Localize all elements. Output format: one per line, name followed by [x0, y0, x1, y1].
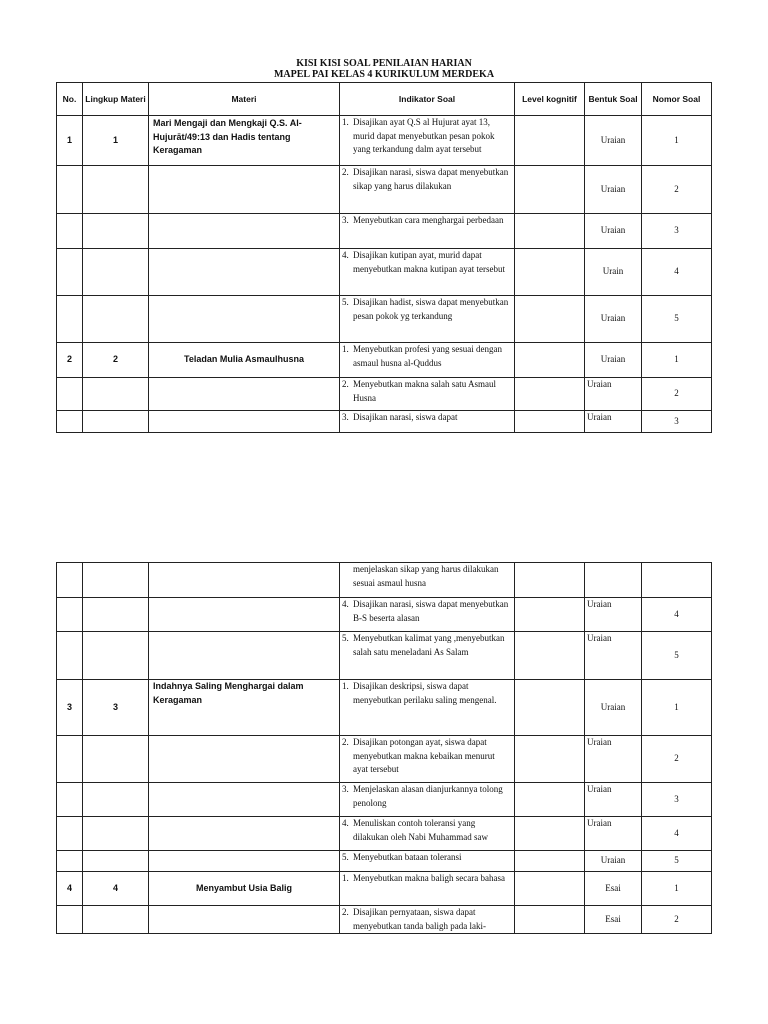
cell-nomor-soal: 5: [642, 851, 712, 872]
cell-no: [57, 563, 83, 598]
cell-nomor-soal: 4: [642, 817, 712, 851]
table-row: [57, 906, 712, 934]
cell-bentuk-soal: Uraian: [585, 166, 642, 214]
cell-bentuk-soal: [585, 563, 642, 598]
kisi-table-page2: [56, 562, 712, 934]
cell-materi: [149, 783, 340, 817]
indikator-number: 2.: [342, 737, 349, 747]
cell-nomor-soal: 5: [642, 296, 712, 343]
cell-nomor-soal: 1: [642, 872, 712, 906]
cell-nomor-soal: 5: [642, 632, 712, 680]
cell-level-kognitif: [515, 817, 585, 851]
cell-no: [57, 411, 83, 433]
cell-materi: [149, 632, 340, 680]
cell-no: [57, 783, 83, 817]
indikator-number: 2.: [342, 167, 349, 177]
header-lingkup-materi: Lingkup Materi: [83, 83, 149, 116]
cell-indikator-soal: [340, 680, 515, 736]
cell-no: 1: [57, 116, 83, 166]
cell-bentuk-soal: Uraian: [585, 598, 642, 632]
cell-lingkup-materi: 3: [83, 680, 149, 736]
cell-bentuk-soal: Uraian: [585, 736, 642, 783]
cell-no: [57, 598, 83, 632]
indikator-text: Disajikan narasi, siswa dapat: [353, 412, 458, 422]
cell-materi: [149, 906, 340, 934]
cell-lingkup-materi: [83, 563, 149, 598]
cell-indikator-soal: [340, 851, 515, 872]
cell-level-kognitif: [515, 296, 585, 343]
cell-no: [57, 249, 83, 296]
cell-lingkup-materi: [83, 214, 149, 249]
cell-lingkup-materi: 4: [83, 872, 149, 906]
cell-bentuk-soal: Uraian: [585, 817, 642, 851]
cell-level-kognitif: [515, 680, 585, 736]
cell-lingkup-materi: 1: [83, 116, 149, 166]
cell-nomor-soal: 4: [642, 598, 712, 632]
cell-no: [57, 214, 83, 249]
cell-indikator-soal: [340, 411, 515, 433]
cell-materi: Mari Mengaji dan Mengkaji Q.S. Al-Hujurāt/49:13 dan Hadis tentang Keragaman: [149, 116, 340, 166]
cell-indikator-soal: [340, 249, 515, 296]
table-row: [57, 598, 712, 632]
header-bentuk-soal: Bentuk Soal: [585, 83, 642, 116]
header-nomor-soal: Nomor Soal: [642, 83, 712, 116]
cell-lingkup-materi: [83, 736, 149, 783]
cell-level-kognitif: [515, 411, 585, 433]
cell-nomor-soal: 3: [642, 411, 712, 433]
cell-bentuk-soal: Uraian: [585, 680, 642, 736]
cell-lingkup-materi: [83, 783, 149, 817]
cell-materi: [149, 166, 340, 214]
indikator-number: 3.: [342, 784, 349, 794]
cell-nomor-soal: 2: [642, 166, 712, 214]
cell-bentuk-soal: Uraian: [585, 632, 642, 680]
cell-lingkup-materi: [83, 296, 149, 343]
cell-level-kognitif: [515, 906, 585, 934]
indikator-text: Disajikan potongan ayat, siswa dapat menyebutkan makna kebaikan menurut ayat tersebut: [353, 737, 495, 774]
cell-bentuk-soal: Uraian: [585, 851, 642, 872]
cell-nomor-soal: 2: [642, 736, 712, 783]
table-row: [57, 411, 712, 433]
cell-indikator-soal: [340, 378, 515, 411]
indikator-text: Disajikan pernyataan, siswa dapat menyebutkan tanda baligh pada laki-: [353, 907, 486, 931]
cell-indikator-soal: [340, 872, 515, 906]
indikator-text: Menyebutkan profesi yang sesuai dengan asmaul husna al-Quddus: [353, 344, 502, 368]
indikator-text: Disajikan narasi, siswa dapat menyebutkan B-S beserta alasan: [353, 599, 509, 623]
cell-lingkup-materi: [83, 632, 149, 680]
cell-nomor-soal: 2: [642, 906, 712, 934]
cell-no: [57, 378, 83, 411]
table-row: [57, 817, 712, 851]
indikator-text: Menyebutkan bataan toleransi: [353, 852, 462, 862]
table-row: [57, 249, 712, 296]
header-indikator-soal: Indikator Soal: [340, 83, 515, 116]
indikator-number: 4.: [342, 250, 349, 260]
cell-nomor-soal: 4: [642, 249, 712, 296]
cell-no: 2: [57, 343, 83, 378]
table-row: [57, 736, 712, 783]
header-no: No.: [57, 83, 83, 116]
indikator-text: Menuliskan contoh toleransi yang dilakukan oleh Nabi Muhammad saw: [353, 818, 488, 842]
indikator-number: 2.: [342, 379, 349, 389]
header-materi: Materi: [149, 83, 340, 116]
cell-level-kognitif: [515, 851, 585, 872]
cell-level-kognitif: [515, 116, 585, 166]
table-row: [57, 783, 712, 817]
cell-bentuk-soal: Urain: [585, 249, 642, 296]
cell-bentuk-soal: Uraian: [585, 214, 642, 249]
cell-materi: [149, 563, 340, 598]
indikator-number: 4.: [342, 818, 349, 828]
indikator-text: Menyebutkan makna baligh secara bahasa: [353, 873, 505, 883]
cell-level-kognitif: [515, 214, 585, 249]
cell-level-kognitif: [515, 872, 585, 906]
cell-materi: [149, 736, 340, 783]
cell-materi: [149, 296, 340, 343]
document-title-line1: KISI KISI SOAL PENILAIAN HARIAN: [296, 58, 472, 69]
table-row: [57, 378, 712, 411]
cell-no: [57, 632, 83, 680]
cell-indikator-soal: [340, 166, 515, 214]
indikator-number: 3.: [342, 412, 349, 422]
table-row: [57, 632, 712, 680]
cell-materi: [149, 249, 340, 296]
header-level-kognitif: Level kognitif: [515, 83, 585, 116]
indikator-text: Menyebutkan cara menghargai perbedaan: [353, 215, 504, 225]
cell-indikator-soal: [340, 296, 515, 343]
cell-level-kognitif: [515, 563, 585, 598]
cell-indikator-soal: [340, 783, 515, 817]
cell-level-kognitif: [515, 632, 585, 680]
document-title-line2: MAPEL PAI KELAS 4 KURIKULUM MERDEKA: [273, 69, 495, 80]
cell-lingkup-materi: [83, 598, 149, 632]
indikator-number: 5.: [342, 297, 349, 307]
cell-indikator-soal: [340, 343, 515, 378]
cell-lingkup-materi: [83, 906, 149, 934]
indikator-number: 5.: [342, 633, 349, 643]
cell-lingkup-materi: 2: [83, 343, 149, 378]
cell-indikator-soal: [340, 116, 515, 166]
cell-lingkup-materi: [83, 411, 149, 433]
cell-lingkup-materi: [83, 249, 149, 296]
indikator-number: 1.: [342, 681, 349, 691]
cell-indikator-soal: [340, 736, 515, 783]
table-row: [57, 116, 712, 166]
table-row: [57, 343, 712, 378]
kisi-table-page1: [56, 82, 712, 433]
cell-level-kognitif: [515, 736, 585, 783]
cell-materi: [149, 598, 340, 632]
cell-nomor-soal: 2: [642, 378, 712, 411]
cell-bentuk-soal: Esai: [585, 906, 642, 934]
cell-bentuk-soal: Uraian: [585, 343, 642, 378]
indikator-text: Disajikan kutipan ayat, murid dapat menyebutkan makna kutipan ayat tersebut: [353, 250, 505, 274]
cell-no: [57, 736, 83, 783]
cell-bentuk-soal: Uraian: [585, 378, 642, 411]
cell-nomor-soal: 1: [642, 343, 712, 378]
cell-bentuk-soal: Uraian: [585, 296, 642, 343]
cell-no: [57, 166, 83, 214]
cell-materi: [149, 851, 340, 872]
cell-indikator-soal: [340, 563, 515, 598]
cell-no: [57, 906, 83, 934]
table-row: [57, 872, 712, 906]
indikator-number: 5.: [342, 852, 349, 862]
cell-no: 4: [57, 872, 83, 906]
cell-lingkup-materi: [83, 817, 149, 851]
cell-bentuk-soal: Uraian: [585, 411, 642, 433]
indikator-number: 1.: [342, 117, 349, 127]
header-row: [57, 83, 712, 116]
cell-nomor-soal: 3: [642, 783, 712, 817]
cell-bentuk-soal: Uraian: [585, 783, 642, 817]
cell-materi: [149, 214, 340, 249]
cell-nomor-soal: 1: [642, 680, 712, 736]
cell-lingkup-materi: [83, 378, 149, 411]
cell-materi: Menyambut Usia Balig: [149, 872, 340, 906]
table-row: [57, 166, 712, 214]
cell-lingkup-materi: [83, 166, 149, 214]
cell-nomor-soal: 3: [642, 214, 712, 249]
cell-materi: [149, 817, 340, 851]
cell-bentuk-soal: Esai: [585, 872, 642, 906]
cell-lingkup-materi: [83, 851, 149, 872]
cell-level-kognitif: [515, 598, 585, 632]
table-row: [57, 296, 712, 343]
indikator-number: 1.: [342, 873, 349, 883]
cell-indikator-soal: [340, 817, 515, 851]
indikator-text: Disajikan deskripsi, siswa dapat menyebutkan perilaku saling mengenal.: [353, 681, 497, 705]
indikator-text: Menjelaskan alasan dianjurkannya tolong penolong: [353, 784, 503, 808]
indikator-number: 4.: [342, 599, 349, 609]
table-row: [57, 214, 712, 249]
cell-level-kognitif: [515, 378, 585, 411]
cell-indikator-soal: [340, 632, 515, 680]
cell-indikator-soal: [340, 906, 515, 934]
indikator-number: 1.: [342, 344, 349, 354]
indikator-text: Menyebutkan kalimat yang ,menyebutkan salah satu meneladani As Salam: [353, 633, 505, 657]
indikator-text: Disajikan narasi, siswa dapat menyebutkan sikap yang harus dilakukan: [353, 167, 509, 191]
cell-materi: Teladan Mulia Asmaulhusna: [149, 343, 340, 378]
cell-no: [57, 296, 83, 343]
cell-level-kognitif: [515, 343, 585, 378]
cell-level-kognitif: [515, 166, 585, 214]
indikator-text: Menyebutkan makna salah satu Asmaul Husna: [353, 379, 496, 403]
cell-bentuk-soal: Uraian: [585, 116, 642, 166]
cell-level-kognitif: [515, 783, 585, 817]
cell-no: 3: [57, 680, 83, 736]
cell-materi: [149, 378, 340, 411]
table-row: [57, 563, 712, 598]
indikator-number: 2.: [342, 907, 349, 917]
cell-indikator-soal: [340, 598, 515, 632]
cell-materi: [149, 411, 340, 433]
cell-no: [57, 851, 83, 872]
cell-indikator-soal: [340, 214, 515, 249]
table-row: [57, 680, 712, 736]
cell-nomor-soal: 1: [642, 116, 712, 166]
cell-no: [57, 817, 83, 851]
indikator-text: Disajikan ayat Q.S al Hujurat ayat 13, murid dapat menyebutkan pesan pokok yang terkandung dalm ayat tersebut: [353, 117, 495, 154]
cell-level-kognitif: [515, 249, 585, 296]
table-row: [57, 851, 712, 872]
indikator-number: 3.: [342, 215, 349, 225]
cell-nomor-soal: [642, 563, 712, 598]
cell-materi: Indahnya Saling Menghargai dalam Keragaman: [149, 680, 340, 736]
indikator-text: Disajikan hadist, siswa dapat menyebutkan pesan pokok yg terkandung: [353, 297, 509, 321]
indikator-text: menjelaskan sikap yang harus dilakukan sesuai asmaul husna: [353, 564, 499, 588]
